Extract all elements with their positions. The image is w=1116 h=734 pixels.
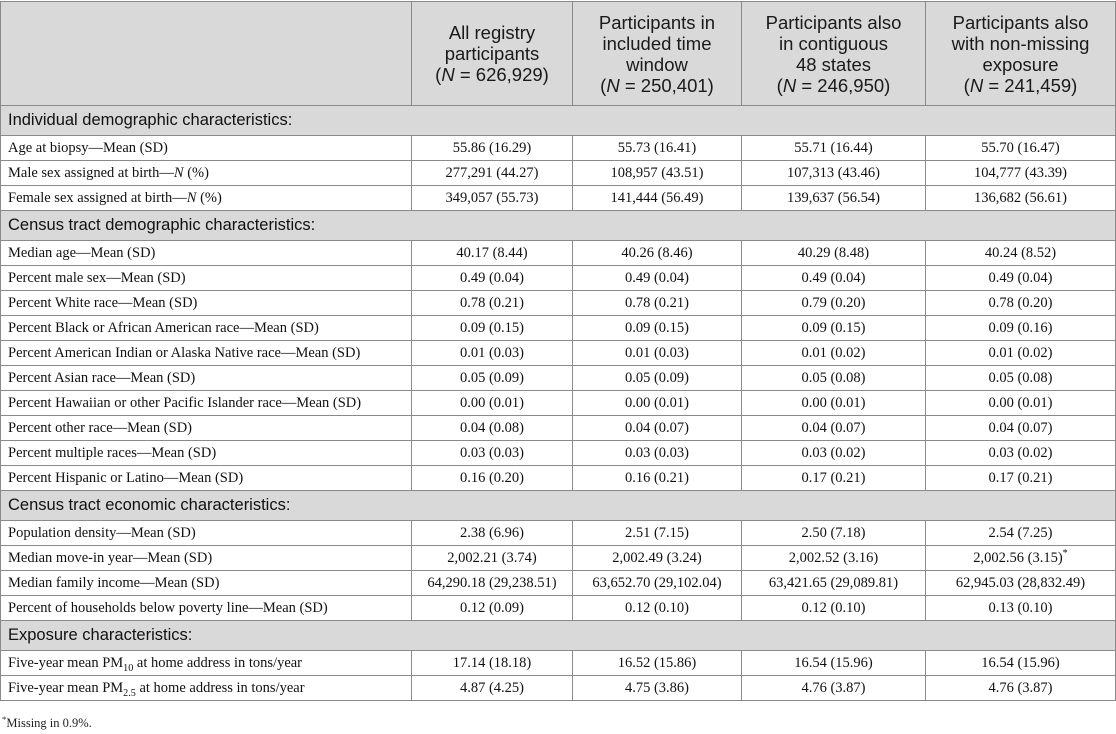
cell-value: 0.05 (0.08) (742, 366, 926, 391)
cell-value: 0.78 (0.20) (926, 291, 1116, 316)
cell-value: 139,637 (56.54) (742, 186, 926, 211)
cell-value: 0.79 (0.20) (742, 291, 926, 316)
cell-value: 55.70 (16.47) (926, 136, 1116, 161)
cell-value: 0.05 (0.09) (573, 366, 742, 391)
cell-value: 141,444 (56.49) (573, 186, 742, 211)
header-row (1, 2, 1116, 106)
table-row (1, 596, 1116, 621)
cell-value: 0.16 (0.21) (573, 466, 742, 491)
row-label: Median move-in year—Mean (SD) (1, 546, 412, 571)
header-line: in contiguous (778, 32, 889, 54)
cell-value: 0.09 (0.16) (926, 316, 1116, 341)
cell-value: 63,652.70 (29,102.04) (573, 571, 742, 596)
header-line: participants (444, 43, 540, 64)
row-label: Percent of households below poverty line—Mean (SD) (1, 596, 412, 621)
cell-value: 2.50 (7.18) (742, 521, 926, 546)
row-label: Five-year mean $PM_{10}$ at home address in tons/year (1, 651, 412, 676)
section-title: Census tract economic characteristics: (1, 491, 1116, 521)
cell-value: 0.03 (0.02) (742, 441, 926, 466)
cell-value: 55.86 (16.29) (412, 136, 573, 161)
row-label: Age at biopsy—Mean (SD) (1, 136, 412, 161)
cell-value: 4.75 (3.86) (573, 676, 742, 701)
characteristics-table (0, 1, 1116, 701)
cell-value: 107,313 (43.46) (742, 161, 926, 186)
cell-value: 0.17 (0.21) (742, 466, 926, 491)
cell-value: 104,777 (43.39) (926, 161, 1116, 186)
cell-value: 2,002.52 (3.16) (742, 546, 926, 571)
header-n: (N = 241,459) (963, 74, 1078, 96)
cell-value: 40.17 (8.44) (412, 241, 573, 266)
header-line: Participants also (952, 11, 1089, 33)
cell-value: 62,945.03 (28,832.49) (926, 571, 1116, 596)
cell-value: 349,057 (55.73) (412, 186, 573, 211)
cell-value: 0.12 (0.10) (742, 596, 926, 621)
cell-value: 0.01 (0.03) (412, 341, 573, 366)
row-label: Male sex assigned at birth—N (%) (1, 161, 412, 186)
cell-value: 0.00 (0.01) (926, 391, 1116, 416)
cell-value: 4.76 (3.87) (926, 676, 1116, 701)
cell-value: 0.09 (0.15) (742, 316, 926, 341)
table-row (1, 546, 1116, 571)
table-row (1, 316, 1116, 341)
cell-value: 0.01 (0.02) (926, 341, 1116, 366)
cell-value: 63,421.65 (29,089.81) (742, 571, 926, 596)
cell-value: 16.52 (15.86) (573, 651, 742, 676)
cell-value: 0.16 (0.20) (412, 466, 573, 491)
cell-value: 0.00 (0.01) (742, 391, 926, 416)
cell-value: 2,002.49 (3.24) (573, 546, 742, 571)
row-label: Percent Hawaiian or other Pacific Islander race—Mean (SD) (1, 391, 412, 416)
cell-value: 277,291 (44.27) (412, 161, 573, 186)
cell-value: 2,002.21 (3.74) (412, 546, 573, 571)
table-row (1, 571, 1116, 596)
section-title: Exposure characteristics: (1, 621, 1116, 651)
cell-value: 0.03 (0.03) (573, 441, 742, 466)
cell-value: 0.17 (0.21) (926, 466, 1116, 491)
cell-value: 0.49 (0.04) (926, 266, 1116, 291)
header-n: (N = 626,929) (435, 64, 549, 85)
header-line: exposure (982, 53, 1059, 75)
cell-value: 0.04 (0.07) (742, 416, 926, 441)
table-row (1, 241, 1116, 266)
cell-value: 0.49 (0.04) (742, 266, 926, 291)
table-footnote: *Missing in 0.9%. (2, 713, 92, 730)
section-header (1, 106, 1116, 136)
row-label: Percent multiple races—Mean (SD) (1, 441, 412, 466)
cell-value: 4.87 (4.25) (412, 676, 573, 701)
cell-value: 108,957 (43.51) (573, 161, 742, 186)
table-row (1, 266, 1116, 291)
table-row (1, 161, 1116, 186)
cell-value: 55.71 (16.44) (742, 136, 926, 161)
row-label: Percent White race—Mean (SD) (1, 291, 412, 316)
cell-value: 0.05 (0.08) (926, 366, 1116, 391)
cell-value: 0.49 (0.04) (412, 266, 573, 291)
row-label: Percent American Indian or Alaska Native race—Mean (SD) (1, 341, 412, 366)
cell-value: 2,002.56 (3.15)* (926, 546, 1116, 571)
cell-value: 16.54 (15.96) (742, 651, 926, 676)
cell-value: 0.12 (0.09) (412, 596, 573, 621)
cell-value: 0.04 (0.07) (573, 416, 742, 441)
cell-value: 0.78 (0.21) (412, 291, 573, 316)
cell-value: 0.05 (0.09) (412, 366, 573, 391)
cell-value: 0.04 (0.07) (926, 416, 1116, 441)
cell-value: 16.54 (15.96) (926, 651, 1116, 676)
header-line: 48 states (795, 53, 872, 75)
cell-value: 2.54 (7.25) (926, 521, 1116, 546)
table-row (1, 186, 1116, 211)
cell-value: 0.01 (0.03) (573, 341, 742, 366)
table-row (1, 676, 1116, 701)
cell-value: 0.13 (0.10) (926, 596, 1116, 621)
cell-value: 40.24 (8.52) (926, 241, 1116, 266)
row-label: Five-year mean $PM_{2.5}$ at home address in tons/year (1, 676, 412, 701)
cell-value: 0.12 (0.10) (573, 596, 742, 621)
header-line: All registry (448, 22, 536, 43)
cell-value: 0.04 (0.08) (412, 416, 573, 441)
cell-value: 0.00 (0.01) (573, 391, 742, 416)
section-header (1, 211, 1116, 241)
table-row (1, 366, 1116, 391)
cell-value: 4.76 (3.87) (742, 676, 926, 701)
cell-value: 2.38 (6.96) (412, 521, 573, 546)
row-label: Percent Asian race—Mean (SD) (1, 366, 412, 391)
section-header (1, 621, 1116, 651)
table-row (1, 341, 1116, 366)
header-line: Participants also (765, 11, 902, 33)
cell-value: 0.00 (0.01) (412, 391, 573, 416)
cell-value: 0.03 (0.02) (926, 441, 1116, 466)
cell-value: 0.78 (0.21) (573, 291, 742, 316)
cell-value: 0.09 (0.15) (573, 316, 742, 341)
header-non-missing-exposure (926, 2, 1116, 106)
header-contiguous-states (742, 2, 926, 106)
header-line: included time (602, 32, 712, 54)
footnote-mark: * (1062, 547, 1068, 559)
cell-value: 0.49 (0.04) (573, 266, 742, 291)
cell-value: 136,682 (56.61) (926, 186, 1116, 211)
row-label: Median age—Mean (SD) (1, 241, 412, 266)
row-label: Percent other race—Mean (SD) (1, 416, 412, 441)
table-row (1, 521, 1116, 546)
cell-value: 55.73 (16.41) (573, 136, 742, 161)
header-label-column (1, 2, 412, 106)
table-row (1, 291, 1116, 316)
table-row (1, 391, 1116, 416)
cell-value: 0.01 (0.02) (742, 341, 926, 366)
cell-value: 17.14 (18.18) (412, 651, 573, 676)
header-time-window (573, 2, 742, 106)
header-n: (N = 246,950) (776, 74, 891, 96)
cell-value: 64,290.18 (29,238.51) (412, 571, 573, 596)
header-line: with non-missing (951, 32, 1090, 54)
cell-value: 40.26 (8.46) (573, 241, 742, 266)
cell-value: 0.03 (0.03) (412, 441, 573, 466)
cell-value: 2.51 (7.15) (573, 521, 742, 546)
table-row (1, 466, 1116, 491)
row-label: Percent Black or African American race—Mean (SD) (1, 316, 412, 341)
row-label: Percent Hispanic or Latino—Mean (SD) (1, 466, 412, 491)
table-row (1, 416, 1116, 441)
section-title: Census tract demographic characteristics: (1, 211, 1116, 241)
header-all-registry (412, 2, 573, 106)
row-label: Percent male sex—Mean (SD) (1, 266, 412, 291)
row-label: Female sex assigned at birth—N (%) (1, 186, 412, 211)
cell-value: 0.09 (0.15) (412, 316, 573, 341)
row-label: Median family income—Mean (SD) (1, 571, 412, 596)
table-row (1, 441, 1116, 466)
cell-value: 40.29 (8.48) (742, 241, 926, 266)
header-n: (N = 250,401) (600, 74, 714, 96)
table-row (1, 651, 1116, 676)
section-header (1, 491, 1116, 521)
section-title: Individual demographic characteristics: (1, 106, 1116, 136)
header-line: Participants in (598, 11, 716, 33)
header-line: window (626, 53, 688, 75)
row-label: Population density—Mean (SD) (1, 521, 412, 546)
table-row (1, 136, 1116, 161)
